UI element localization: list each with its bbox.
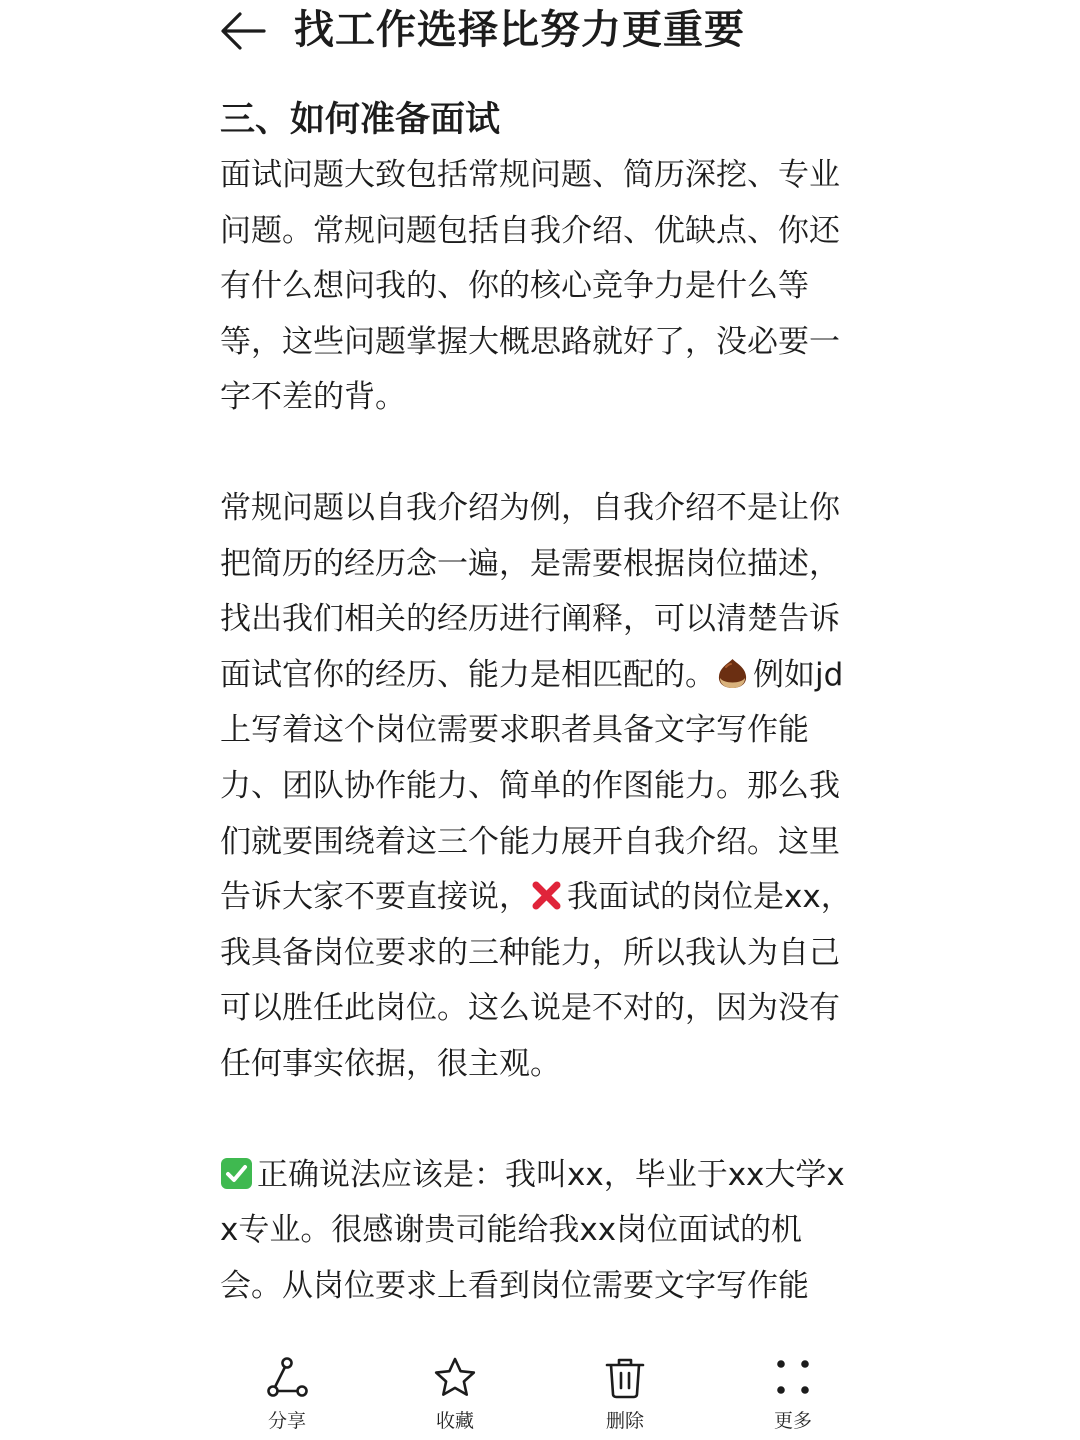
bottom-action-bar: [0, 1336, 1080, 1440]
trash-icon: [603, 1356, 647, 1400]
favorite-label: 收藏: [435, 1410, 474, 1432]
paragraph-2c-text: 我面试的岗位是xx，我具备岗位要求的三种能力，所以我认为自己可以胜任此岗位。这么说是不对的，因为没有任何事实依据，很主观。: [220, 879, 852, 1082]
favorite-button[interactable]: [400, 1354, 510, 1438]
share-icon: [265, 1356, 309, 1400]
chestnut-icon: [716, 653, 749, 686]
more-label: 更多: [773, 1410, 812, 1432]
more-dots-icon: [771, 1356, 815, 1400]
more-button[interactable]: [738, 1354, 848, 1438]
paragraph-2-text: 常规问题以自我介绍为例，自我介绍不是让你把简历的经历念一遍，是需要根据岗位描述，找出我们相关的经历进行阐释，可以清楚告诉面试官你的经历、能力是相匹配的。: [220, 489, 840, 693]
header: [0, 0, 1080, 70]
star-icon: [433, 1356, 477, 1400]
paragraph-2: [220, 481, 860, 1093]
paragraph-3-text: 正确说法应该是：我叫xx，毕业于xx大学xx专业。很感谢贵司能给我xx岗位面试的机会。从岗位要求上看到岗位需要文字写作能: [220, 1156, 845, 1304]
paragraph-gap: [220, 1093, 860, 1148]
back-button[interactable]: [216, 8, 270, 54]
page-title: 找工作选择比努力更重要: [294, 7, 745, 53]
arrow-left-icon: [216, 8, 270, 54]
delete-label: 删除: [605, 1410, 644, 1432]
check-mark-icon: [220, 1153, 253, 1186]
paragraph-3: [220, 1148, 860, 1315]
paragraph-1: 面试问题大致包括常规问题、简历深挖、专业问题。常规问题包括自我介绍、优缺点、你还有什么想问我的、你的核心竞争力是什么等等，这些问题掌握大概思路就好了，没必要一字不差的背。: [220, 157, 840, 416]
delete-button[interactable]: [570, 1354, 680, 1438]
section-heading: 三、如何准备面试: [220, 100, 501, 140]
paragraph-gap: [220, 426, 860, 481]
cross-mark-icon: [530, 875, 563, 908]
share-button[interactable]: [232, 1354, 342, 1438]
paragraph-2b-text: 例如jd上写着这个岗位需要求职者具备文字写作能力、团队协作能力、简单的作图能力。那么我们就要围绕着这三个能力展开自我介绍。这里告诉大家不要直接说，: [220, 656, 844, 916]
article-content: [220, 92, 860, 1336]
share-label: 分享: [267, 1410, 306, 1432]
